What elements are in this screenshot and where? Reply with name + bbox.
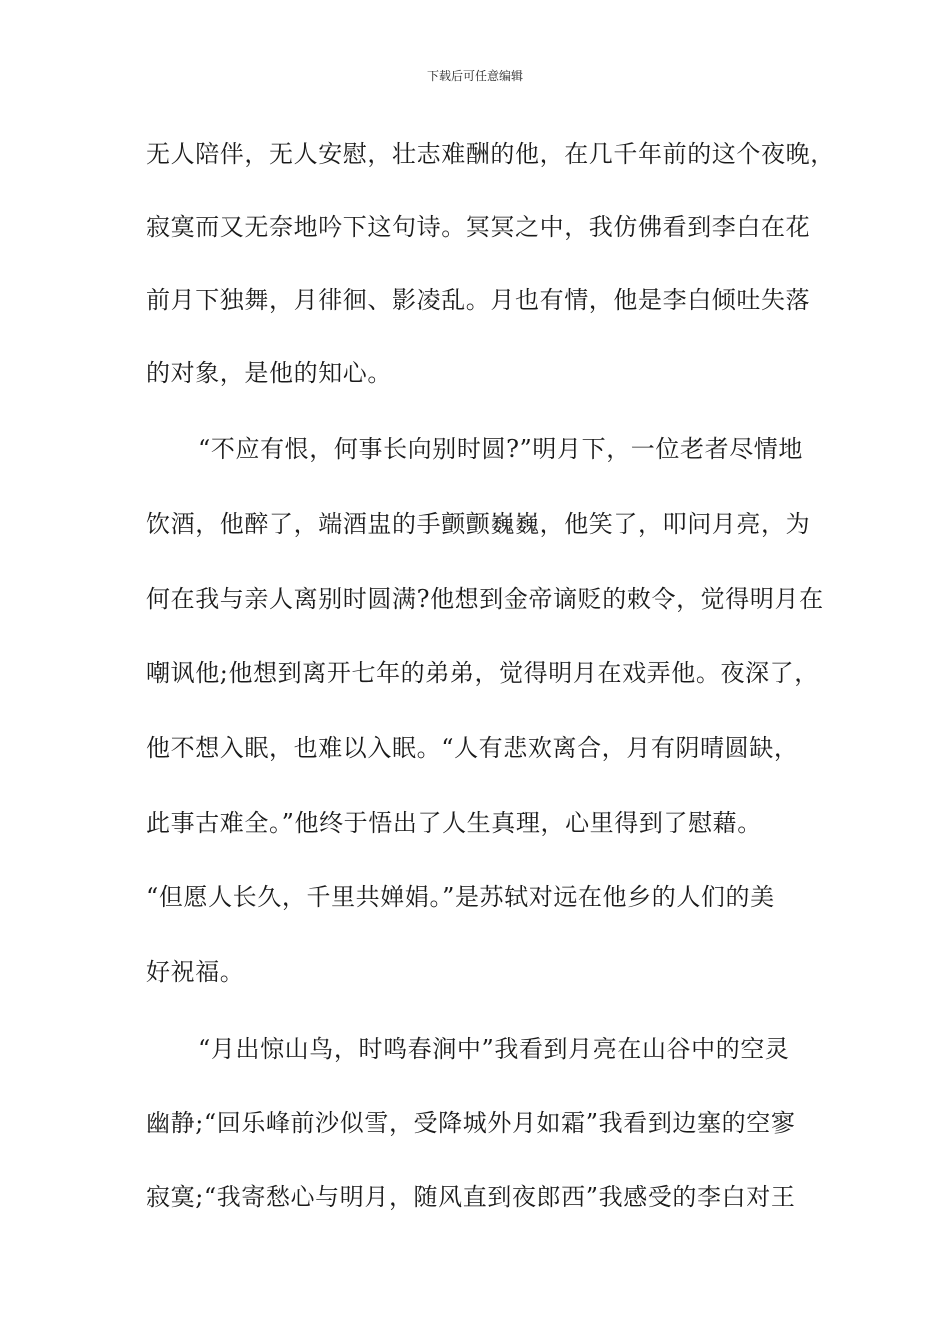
text-line: 此事古难全。”他终于悟出了人生真理，心里得到了慰藉。 xyxy=(146,809,762,837)
text-line: 嘲讽他;他想到离开七年的弟弟，觉得明月在戏弄他。夜深了， xyxy=(146,659,819,687)
text-line: 幽静;“回乐峰前沙似雪，受降城外月如霜”我看到边塞的空寥 xyxy=(146,1109,796,1137)
paragraph-first-line: “不应有恨，何事长向别时圆?”明月下，一位老者尽情地 xyxy=(198,435,804,463)
text-line: 饮酒，他醉了，端酒盅的手颤颤巍巍，他笑了，叩问月亮，为 xyxy=(146,510,811,538)
text-line: “但愿人长久，千里共婵娟。”是苏轼对远在他乡的人们的美 xyxy=(146,883,775,911)
text-line: 他不想入眠，也难以入眠。“人有悲欢离合，月有阴晴圆缺， xyxy=(146,734,799,762)
paragraph-first-line: “月出惊山鸟，时鸣春涧中”我看到月亮在山谷中的空灵 xyxy=(198,1035,790,1063)
page-header: 下载后可任意编辑 xyxy=(426,69,523,83)
text-line: 好祝福。 xyxy=(146,958,245,986)
text-line: 的对象，是他的知心。 xyxy=(146,359,392,387)
text-line: 寂寞;“我寄愁心与明月，随风直到夜郎西”我感受的李白对王 xyxy=(146,1183,796,1211)
text-line: 无人陪伴，无人安慰，壮志难酬的他，在几千年前的这个夜晚， xyxy=(146,140,835,168)
text-line: 寂寞而又无奈地吟下这句诗。冥冥之中，我仿佛看到李白在花 xyxy=(146,213,811,241)
text-line: 何在我与亲人离别时圆满?他想到金帝谪贬的敕令，觉得明月在 xyxy=(146,585,824,613)
text-line: 前月下独舞，月徘徊、影凌乱。月也有情，他是李白倾吐失落 xyxy=(146,286,811,314)
